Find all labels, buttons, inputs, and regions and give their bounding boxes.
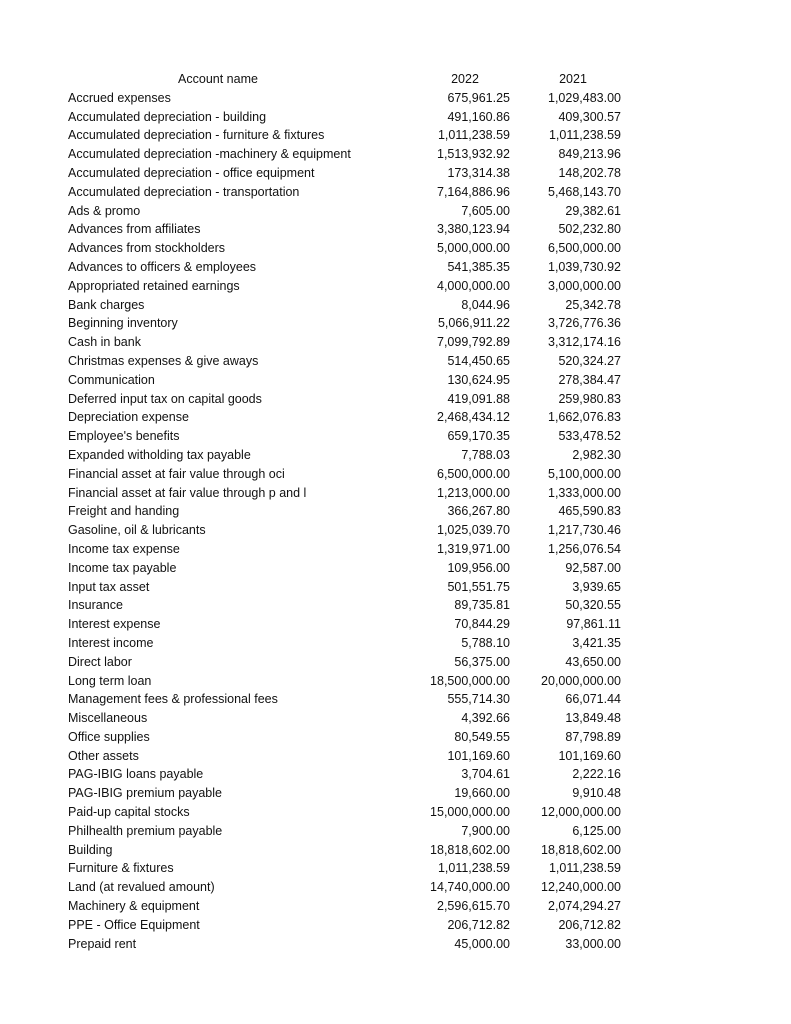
account-name-cell: Christmas expenses & give aways xyxy=(68,353,259,368)
value-2021-cell: 409,300.57 xyxy=(558,109,621,124)
account-name-cell: Management fees & professional fees xyxy=(68,692,278,707)
value-2021-cell: 12,000,000.00 xyxy=(541,805,621,820)
value-2021-cell: 502,232.80 xyxy=(558,222,621,237)
table-row xyxy=(0,728,791,747)
value-2021-cell: 1,217,730.46 xyxy=(548,523,621,538)
value-2021-cell: 2,074,294.27 xyxy=(548,899,621,914)
account-name-cell: Prepaid rent xyxy=(68,936,137,951)
value-2021-cell: 3,939.65 xyxy=(572,579,621,594)
table-row xyxy=(0,89,791,108)
table-row xyxy=(0,916,791,935)
value-2021-cell: 29,382.61 xyxy=(565,203,621,218)
table-row xyxy=(0,126,791,145)
account-name-cell: Advances to officers & employees xyxy=(68,259,257,274)
value-2021-cell: 50,320.55 xyxy=(565,598,621,613)
table-row xyxy=(0,145,791,164)
table-row xyxy=(0,747,791,766)
value-2021-cell: 278,384.47 xyxy=(558,372,621,387)
value-2021-cell: 6,500,000.00 xyxy=(548,241,621,256)
account-name-cell: Furniture & fixtures xyxy=(68,861,174,876)
value-2022-cell: 1,319,971.00 xyxy=(437,541,510,556)
table-row xyxy=(0,878,791,897)
table-row xyxy=(0,897,791,916)
account-name-cell: Financial asset at fair value through oci xyxy=(68,466,285,481)
table-row xyxy=(0,352,791,371)
account-name-cell: Long term loan xyxy=(68,673,152,688)
account-name-cell: PAG-IBIG premium payable xyxy=(68,786,222,801)
table-row xyxy=(0,559,791,578)
table-row xyxy=(0,521,791,540)
table-row xyxy=(0,239,791,258)
value-2022-cell: 5,000,000.00 xyxy=(437,241,510,256)
account-name-cell: Insurance xyxy=(68,598,123,613)
value-2021-cell: 2,982.30 xyxy=(572,447,621,462)
table-row xyxy=(0,709,791,728)
table-row xyxy=(0,615,791,634)
value-2022-cell: 56,375.00 xyxy=(454,654,510,669)
value-2022-cell: 101,169.60 xyxy=(447,748,510,763)
account-name-cell: Input tax asset xyxy=(68,579,150,594)
value-2022-cell: 4,000,000.00 xyxy=(437,278,510,293)
value-2021-cell: 20,000,000.00 xyxy=(541,673,621,688)
header-account-name: Account name xyxy=(178,72,258,86)
value-2022-cell: 1,025,039.70 xyxy=(437,523,510,538)
table-body xyxy=(0,89,791,954)
account-name-cell: Interest income xyxy=(68,635,154,650)
account-name-cell: Paid-up capital stocks xyxy=(68,805,190,820)
value-2021-cell: 43,650.00 xyxy=(565,654,621,669)
value-2021-cell: 97,861.11 xyxy=(566,617,621,632)
value-2022-cell: 5,788.10 xyxy=(461,635,510,650)
value-2021-cell: 33,000.00 xyxy=(565,936,621,951)
account-name-cell: Building xyxy=(68,842,113,857)
account-name-cell: Accumulated depreciation - transportation xyxy=(68,184,300,199)
value-2022-cell: 3,380,123.94 xyxy=(437,222,510,237)
table-row xyxy=(0,427,791,446)
value-2022-cell: 5,066,911.22 xyxy=(437,316,510,331)
account-name-cell: Ads & promo xyxy=(68,203,141,218)
table-row xyxy=(0,502,791,521)
table-row xyxy=(0,183,791,202)
account-table xyxy=(0,70,791,953)
value-2021-cell: 520,324.27 xyxy=(558,353,621,368)
value-2021-cell: 3,421.35 xyxy=(572,635,621,650)
table-row xyxy=(0,446,791,465)
value-2022-cell: 14,740,000.00 xyxy=(430,880,510,895)
table-row xyxy=(0,408,791,427)
account-name-cell: Income tax payable xyxy=(68,560,177,575)
value-2021-cell: 9,910.48 xyxy=(572,786,621,801)
value-2021-cell: 12,240,000.00 xyxy=(541,880,621,895)
value-2021-cell: 1,662,076.83 xyxy=(548,410,621,425)
table-row xyxy=(0,672,791,691)
value-2022-cell: 15,000,000.00 xyxy=(430,805,510,820)
value-2022-cell: 659,170.35 xyxy=(447,429,510,444)
value-2021-cell: 2,222.16 xyxy=(572,767,621,782)
value-2021-cell: 259,980.83 xyxy=(558,391,621,406)
value-2022-cell: 7,788.03 xyxy=(461,447,510,462)
account-name-cell: Deferred input tax on capital goods xyxy=(68,391,262,406)
value-2021-cell: 101,169.60 xyxy=(558,748,621,763)
account-name-cell: Other assets xyxy=(68,748,139,763)
value-2022-cell: 109,956.00 xyxy=(447,560,510,575)
account-name-cell: Advances from stockholders xyxy=(68,241,226,256)
value-2022-cell: 491,160.86 xyxy=(447,109,510,124)
table-row xyxy=(0,258,791,277)
value-2021-cell: 1,039,730.92 xyxy=(548,259,621,274)
account-name-cell: Accumulated depreciation - furniture & fixtures xyxy=(68,128,325,143)
table-row xyxy=(0,765,791,784)
account-name-cell: Philhealth premium payable xyxy=(68,823,223,838)
account-name-cell: Direct labor xyxy=(68,654,132,669)
value-2021-cell: 5,468,143.70 xyxy=(548,184,621,199)
value-2022-cell: 541,385.35 xyxy=(447,259,510,274)
value-2022-cell: 6,500,000.00 xyxy=(437,466,510,481)
account-name-cell: Gasoline, oil & lubricants xyxy=(68,523,206,538)
value-2022-cell: 70,844.29 xyxy=(454,617,510,632)
value-2021-cell: 206,712.82 xyxy=(558,917,621,932)
value-2021-cell: 3,726,776.36 xyxy=(548,316,621,331)
value-2022-cell: 501,551.75 xyxy=(447,579,510,594)
value-2022-cell: 19,660.00 xyxy=(454,786,510,801)
value-2022-cell: 18,818,602.00 xyxy=(430,842,510,857)
account-name-cell: Land (at revalued amount) xyxy=(68,880,215,895)
account-name-cell: Advances from affiliates xyxy=(68,222,201,237)
value-2022-cell: 1,011,238.59 xyxy=(437,128,510,143)
account-name-cell: Miscellaneous xyxy=(68,711,148,726)
value-2022-cell: 7,900.00 xyxy=(461,823,510,838)
value-2022-cell: 3,704.61 xyxy=(461,767,510,782)
account-name-cell: Office supplies xyxy=(68,729,150,744)
value-2021-cell: 465,590.83 xyxy=(558,504,621,519)
table-row xyxy=(0,390,791,409)
value-2022-cell: 514,450.65 xyxy=(447,353,510,368)
table-row xyxy=(0,841,791,860)
value-2021-cell: 25,342.78 xyxy=(565,297,621,312)
table-row xyxy=(0,690,791,709)
table-row xyxy=(0,484,791,503)
table-row xyxy=(0,634,791,653)
value-2022-cell: 675,961.25 xyxy=(447,90,510,105)
value-2021-cell: 3,000,000.00 xyxy=(548,278,621,293)
table-row xyxy=(0,540,791,559)
value-2022-cell: 18,500,000.00 xyxy=(430,673,510,688)
account-name-cell: Accumulated depreciation -machinery & equipment xyxy=(68,147,351,162)
account-name-cell: Expanded witholding tax payable xyxy=(68,447,251,462)
account-name-cell: Interest expense xyxy=(68,617,161,632)
account-name-cell: Accrued expenses xyxy=(68,90,171,105)
account-name-cell: Machinery & equipment xyxy=(68,899,200,914)
account-name-cell: Employee's benefits xyxy=(68,429,180,444)
value-2022-cell: 2,468,434.12 xyxy=(437,410,510,425)
value-2021-cell: 18,818,602.00 xyxy=(541,842,621,857)
value-2021-cell: 533,478.52 xyxy=(558,429,621,444)
value-2022-cell: 1,011,238.59 xyxy=(437,861,510,876)
table-row xyxy=(0,314,791,333)
value-2022-cell: 173,314.38 xyxy=(447,165,510,180)
value-2021-cell: 92,587.00 xyxy=(565,560,621,575)
header-year-2021: 2021 xyxy=(559,72,587,86)
table-row xyxy=(0,465,791,484)
account-name-cell: PPE - Office Equipment xyxy=(68,917,200,932)
account-name-cell: Depreciation expense xyxy=(68,410,189,425)
value-2022-cell: 7,164,886.96 xyxy=(437,184,510,199)
value-2022-cell: 7,099,792.89 xyxy=(437,335,510,350)
value-2022-cell: 1,513,932.92 xyxy=(437,147,510,162)
account-name-cell: Accumulated depreciation - office equipment xyxy=(68,165,315,180)
value-2022-cell: 8,044.96 xyxy=(461,297,510,312)
table-row xyxy=(0,277,791,296)
value-2021-cell: 1,011,238.59 xyxy=(548,861,621,876)
value-2021-cell: 3,312,174.16 xyxy=(548,335,621,350)
value-2021-cell: 1,011,238.59 xyxy=(548,128,621,143)
table-row xyxy=(0,822,791,841)
value-2021-cell: 5,100,000.00 xyxy=(548,466,621,481)
value-2022-cell: 555,714.30 xyxy=(447,692,510,707)
value-2021-cell: 87,798.89 xyxy=(565,729,621,744)
table-row xyxy=(0,333,791,352)
table-row xyxy=(0,935,791,954)
account-name-cell: Accumulated depreciation - building xyxy=(68,109,267,124)
value-2022-cell: 419,091.88 xyxy=(447,391,510,406)
value-2022-cell: 7,605.00 xyxy=(461,203,510,218)
value-2021-cell: 66,071.44 xyxy=(565,692,621,707)
account-name-cell: Freight and handing xyxy=(68,504,180,519)
value-2022-cell: 366,267.80 xyxy=(447,504,510,519)
account-name-cell: Appropriated retained earnings xyxy=(68,278,240,293)
account-name-cell: PAG-IBIG loans payable xyxy=(68,767,204,782)
table-row xyxy=(0,371,791,390)
value-2022-cell: 89,735.81 xyxy=(454,598,510,613)
account-name-cell: Bank charges xyxy=(68,297,145,312)
value-2021-cell: 13,849.48 xyxy=(565,711,621,726)
value-2021-cell: 1,333,000.00 xyxy=(548,485,621,500)
account-name-cell: Income tax expense xyxy=(68,541,180,556)
table-row xyxy=(0,220,791,239)
table-row xyxy=(0,202,791,221)
table-row xyxy=(0,164,791,183)
header-row xyxy=(0,70,791,89)
table-row xyxy=(0,784,791,803)
value-2021-cell: 1,029,483.00 xyxy=(548,90,621,105)
account-name-cell: Beginning inventory xyxy=(68,316,178,331)
value-2022-cell: 130,624.95 xyxy=(447,372,510,387)
account-name-cell: Communication xyxy=(68,372,155,387)
table-row xyxy=(0,296,791,315)
table-row xyxy=(0,596,791,615)
account-name-cell: Financial asset at fair value through p and l xyxy=(68,485,307,500)
value-2022-cell: 80,549.55 xyxy=(454,729,510,744)
table-row xyxy=(0,108,791,127)
table-row xyxy=(0,578,791,597)
table-row xyxy=(0,859,791,878)
table-row xyxy=(0,803,791,822)
table-row xyxy=(0,653,791,672)
header-year-2022: 2022 xyxy=(451,72,479,86)
value-2022-cell: 1,213,000.00 xyxy=(437,485,510,500)
value-2021-cell: 6,125.00 xyxy=(572,823,621,838)
value-2022-cell: 2,596,615.70 xyxy=(437,899,510,914)
value-2022-cell: 4,392.66 xyxy=(461,711,510,726)
value-2021-cell: 1,256,076.54 xyxy=(548,541,621,556)
account-name-cell: Cash in bank xyxy=(68,335,141,350)
value-2021-cell: 148,202.78 xyxy=(558,165,621,180)
value-2021-cell: 849,213.96 xyxy=(558,147,621,162)
value-2022-cell: 45,000.00 xyxy=(454,936,510,951)
value-2022-cell: 206,712.82 xyxy=(447,917,510,932)
